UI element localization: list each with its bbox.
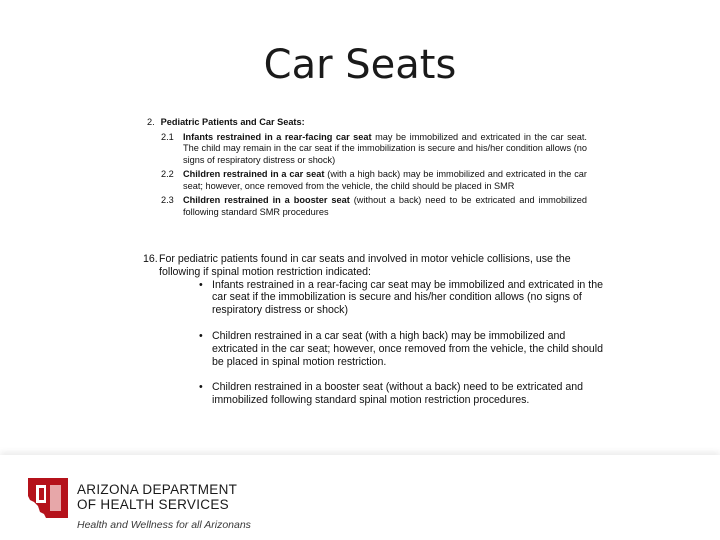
protocol-section-2 — [147, 117, 587, 218]
bullet-icon: • — [199, 381, 203, 394]
list-item — [143, 381, 613, 407]
bullet-list — [143, 279, 613, 407]
section-2-heading — [147, 117, 587, 129]
bullet-icon: • — [199, 329, 203, 342]
item-bold-text: Children restrained in a car seat — [183, 169, 325, 179]
bullet-text: Infants restrained in a rear-facing car seat may be immobilized and extricated in the car seat if the immobilization is secure and his/her condition allows (no signs of respiratory distress or shock) — [212, 278, 603, 317]
item-number: 2.1 — [161, 131, 174, 142]
slide-title: Car Seats — [263, 42, 457, 88]
section-2-number: 2. — [147, 117, 155, 127]
list-item — [143, 330, 613, 368]
org-tagline: Health and Wellness for all Arizonans — [77, 519, 251, 531]
arizona-state-logo-icon — [24, 476, 72, 520]
section-16-intro — [143, 253, 613, 279]
org-name-line2: OF HEALTH SERVICES — [77, 497, 229, 512]
section-16-intro-text: For pediatric patients found in car seats and involved in motor vehicle collisions, use the following if spinal motion restriction indicated: — [159, 253, 571, 278]
item-text: may be immobilized and extricated in the car seat. The child may remain in the car seat if the immobilization is secure and his/her condition allows (no signs of respiratory distress or shock) — [183, 131, 587, 165]
item-number: 2.2 — [161, 169, 174, 179]
item-number: 2.3 — [161, 195, 174, 205]
bullet-text: Children restrained in a booster seat (without a back) need to be extricated and immobilized following standard spinal motion restriction procedures. — [212, 381, 583, 407]
item-text: (without a back) need to be extricated and immobilized following standard SMR procedures — [183, 195, 587, 217]
list-item — [143, 279, 613, 317]
item-bold-text: Infants restrained in a rear-facing car seat — [183, 131, 372, 142]
list-item — [147, 169, 587, 192]
protocol-section-16 — [143, 253, 613, 407]
section-2-heading-text: Pediatric Patients and Car Seats: — [160, 117, 305, 127]
list-item — [147, 195, 587, 218]
org-name-line1: ARIZONA DEPARTMENT — [77, 482, 238, 497]
bullet-icon: • — [199, 278, 203, 291]
item-text: (with a high back) may be immobilized and extricated in the car seat; however, once removed from the vehicle, the child should be placed in SMR — [183, 169, 587, 191]
list-item — [147, 132, 587, 167]
item-bold-text: Children restrained in a booster seat — [183, 195, 350, 205]
section-16-number: 16. — [143, 253, 158, 265]
bullet-text: Children restrained in a car seat (with a high back) may be immobilized and extricated in the car seat; however, once removed from the vehicle, the child should be placed in spinal motion restriction. — [212, 329, 604, 368]
